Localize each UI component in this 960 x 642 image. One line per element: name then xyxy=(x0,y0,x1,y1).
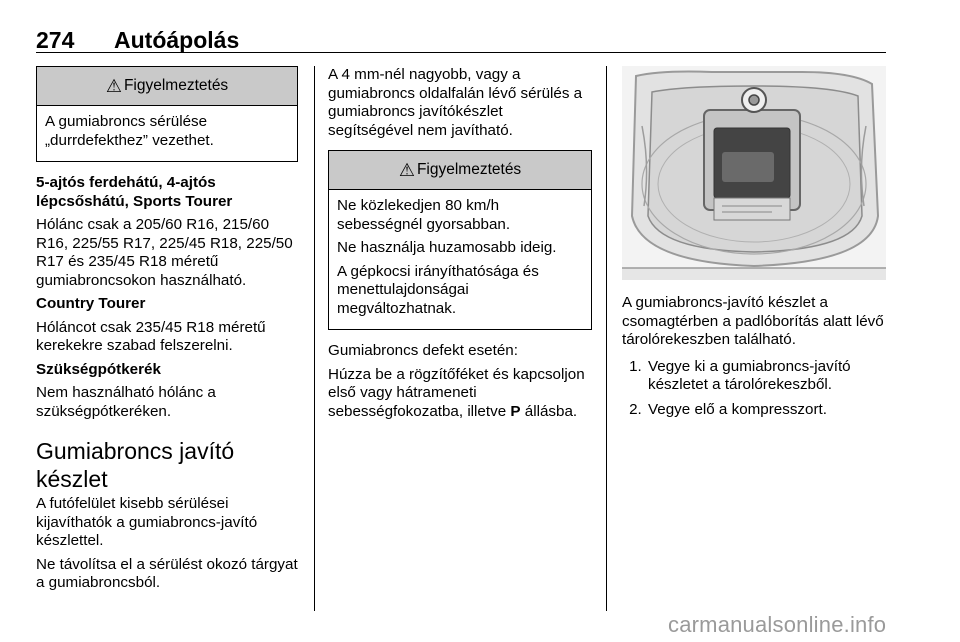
warning-body-2 xyxy=(329,190,591,329)
intro-paragraph: A 4 mm-nél nagyobb, vagy a gumiabroncs oldalfalán lévő sérülés a gumiabroncs javítókészlet segítségével nem javítható. xyxy=(328,66,583,139)
warning-box xyxy=(36,66,298,162)
warning-text-speed: Ne közlekedjen 80 km/h sebességnél gyorsabban. xyxy=(337,197,511,233)
spare-wheel-heading: Szükségpótkerék xyxy=(36,360,161,378)
chapter-title: Autóápolás xyxy=(114,27,240,53)
variants-text: Hólánc csak a 205/60 R16, 215/60 R16, 225/55 R17, 225/45 R18, 225/50 R17 és 235/45 R18 méretű gumiabroncsokon használható. xyxy=(36,216,293,289)
left-column xyxy=(36,66,298,598)
step-item: 1. Vegye ki a gumiabroncs-javító készletet a tárolórekeszből. xyxy=(646,358,886,395)
warning-triangle-icon: ⚠ xyxy=(105,75,122,96)
warning-header xyxy=(37,67,297,106)
warning-box-2 xyxy=(328,150,592,330)
warning-header-2 xyxy=(329,151,591,190)
brake-text: Húzza be a rögzítőféket és kapcsoljon első vagy hátrameneti sebességfokozatba, illetve xyxy=(328,365,585,420)
brake-text-end: állásba. xyxy=(524,402,578,420)
column-divider-right xyxy=(606,66,607,611)
repair-kit-illustration xyxy=(622,66,886,280)
section-title: Gumiabroncs javító készlet xyxy=(36,438,235,492)
warning-text: A gumiabroncs sérülése „durrdefekthez” vezethet. xyxy=(45,113,214,149)
defect-paragraph: Gumiabroncs defekt esetén: xyxy=(328,342,518,359)
country-tourer-heading: Country Tourer xyxy=(36,295,146,312)
warning-text-handling: A gépkocsi irányíthatósága és menettulajdonságai megváltozhatnak. xyxy=(337,262,539,317)
steps-list xyxy=(622,358,886,420)
header-rule xyxy=(36,52,886,53)
middle-column xyxy=(328,66,592,426)
spare-wheel-text: Nem használható hólánc a szükségpótkeréken. xyxy=(36,384,216,420)
right-column xyxy=(622,294,886,425)
illustration-caption: A gumiabroncs-javító készlet a csomagtérben a padlóborítás alatt lévő tárolórekeszben található. xyxy=(622,294,884,348)
section-paragraph-2: Ne távolítsa el a sérülést okozó tárgyat a gumiabroncsból. xyxy=(36,555,298,591)
warning-triangle-icon: ⚠ xyxy=(398,159,415,180)
warning-text-duration: Ne használja huzamosabb ideig. xyxy=(337,239,557,256)
variants-heading: 5-ajtós ferdehátú, 4-ajtós lépcsőshátú, Sports Tourer xyxy=(36,174,233,210)
step-item: 2. Vegye elő a kompresszort. xyxy=(646,401,886,420)
page-number: 274 xyxy=(36,27,75,53)
watermark: carmanualsonline.info xyxy=(668,612,887,637)
warning-body xyxy=(37,106,297,161)
column-divider-left xyxy=(314,66,315,611)
warning-title: Figyelmeztetés xyxy=(123,76,229,94)
page-header xyxy=(36,22,886,52)
section-paragraph-1: A futófelület kisebb sérülései kijavíthatók a gumiabroncs-javító készlettel. xyxy=(36,495,258,549)
brake-paragraph xyxy=(328,366,592,422)
country-tourer-text: Hóláncot csak 235/45 R18 méretű kerekekre szabad felszerelni. xyxy=(36,318,266,354)
park-position: P xyxy=(510,402,521,420)
warning-title-2: Figyelmeztetés xyxy=(416,160,522,178)
